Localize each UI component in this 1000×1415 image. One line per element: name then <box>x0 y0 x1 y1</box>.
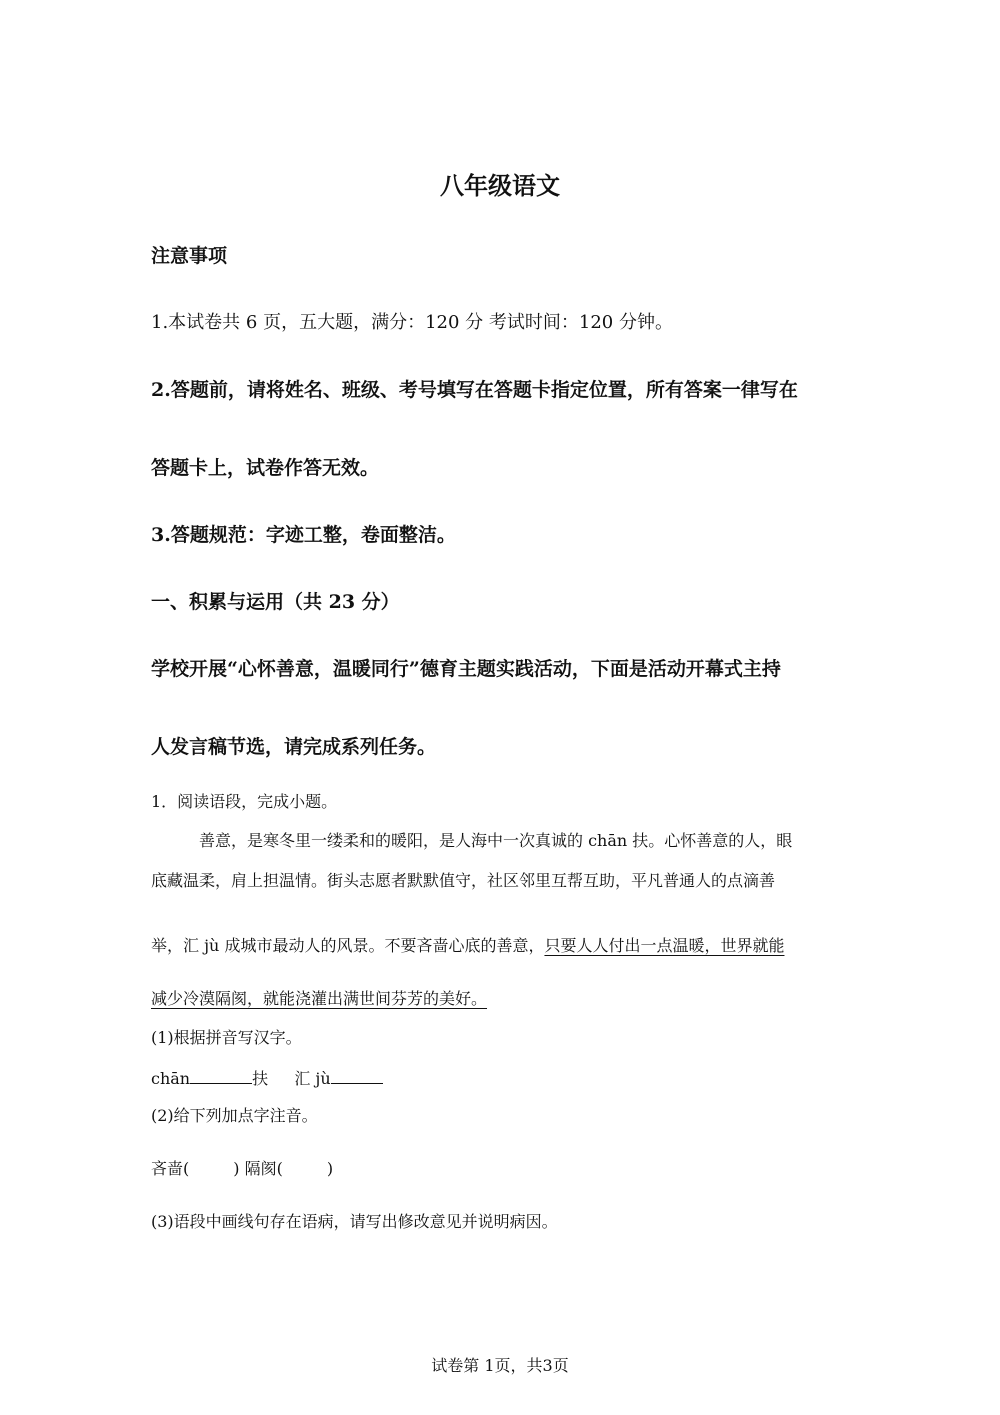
word-ge-he: 隔阂( <box>244 1159 283 1178</box>
answer-blank-chan[interactable] <box>190 1069 252 1084</box>
underlined-sentence-part-2: 减少冷漠隔阂，就能浇灌出满世间芬芳的美好。 <box>151 989 488 1008</box>
sub-question-1: (1)根据拼音写汉字。 <box>151 1028 302 1047</box>
question-1-stem: 1．阅读语段，完成小题。 <box>151 792 338 811</box>
notice-item-2-line-1: 2.答题前，请将姓名、班级、考号填写在答题卡指定位置，所有答案一律写在 <box>151 379 798 401</box>
pinyin-chan: chān <box>151 1069 191 1088</box>
section-heading-1: 一、积累与运用（共 23 分） <box>151 591 400 613</box>
paren-close-a: ) <box>233 1159 240 1178</box>
passage-line-3-text: 举，汇 jù 成城市最动人的风景。不要吝啬心底的善意， <box>151 936 545 955</box>
pinyin-chan-suffix: 扶 <box>252 1069 269 1088</box>
sub-question-1-answers <box>151 1069 383 1087</box>
passage-line-1: 善意，是寒冬里一缕柔和的暖阳，是人海中一次真诚的 chān 扶。心怀善意的人，眼 <box>199 831 793 850</box>
page-footer: 试卷第 1页，共3页 <box>431 1356 569 1375</box>
activity-intro-line-1: 学校开展“心怀善意，温暖同行”德育主题实践活动，下面是活动开幕式主持 <box>151 658 781 680</box>
pinyin-ju: 汇 jù <box>294 1069 331 1088</box>
notice-item-1: 1.本试卷共 6 页，五大题，满分：120 分 考试时间：120 分钟。 <box>151 312 673 333</box>
word-lin-se: 吝啬( <box>151 1159 190 1178</box>
answer-blank-ju[interactable] <box>331 1069 383 1084</box>
paren-close-b: ) <box>326 1159 334 1178</box>
notice-heading: 注意事项 <box>151 245 228 267</box>
passage-line-3 <box>151 938 784 954</box>
passage-line-4 <box>151 991 487 1007</box>
notice-item-3: 3.答题规范：字迹工整，卷面整洁。 <box>151 524 456 546</box>
sub-question-3: (3)语段中画线句存在语病，请写出修改意见并说明病因。 <box>151 1212 558 1231</box>
document-title: 八年级语文 <box>440 172 560 200</box>
sub-question-2-answers <box>151 1161 333 1177</box>
underlined-sentence-part-1: 只要人人付出一点温暖，世界就能 <box>544 936 785 955</box>
sub-question-2: (2)给下列加点字注音。 <box>151 1106 318 1125</box>
notice-item-2-line-2: 答题卡上，试卷作答无效。 <box>151 457 380 479</box>
activity-intro-line-2: 人发言稿节选，请完成系列任务。 <box>151 736 437 758</box>
passage-line-2: 底藏温柔，肩上担温情。街头志愿者默默值守，社区邻里互帮互助，平凡普通人的点滴善 <box>151 871 776 890</box>
